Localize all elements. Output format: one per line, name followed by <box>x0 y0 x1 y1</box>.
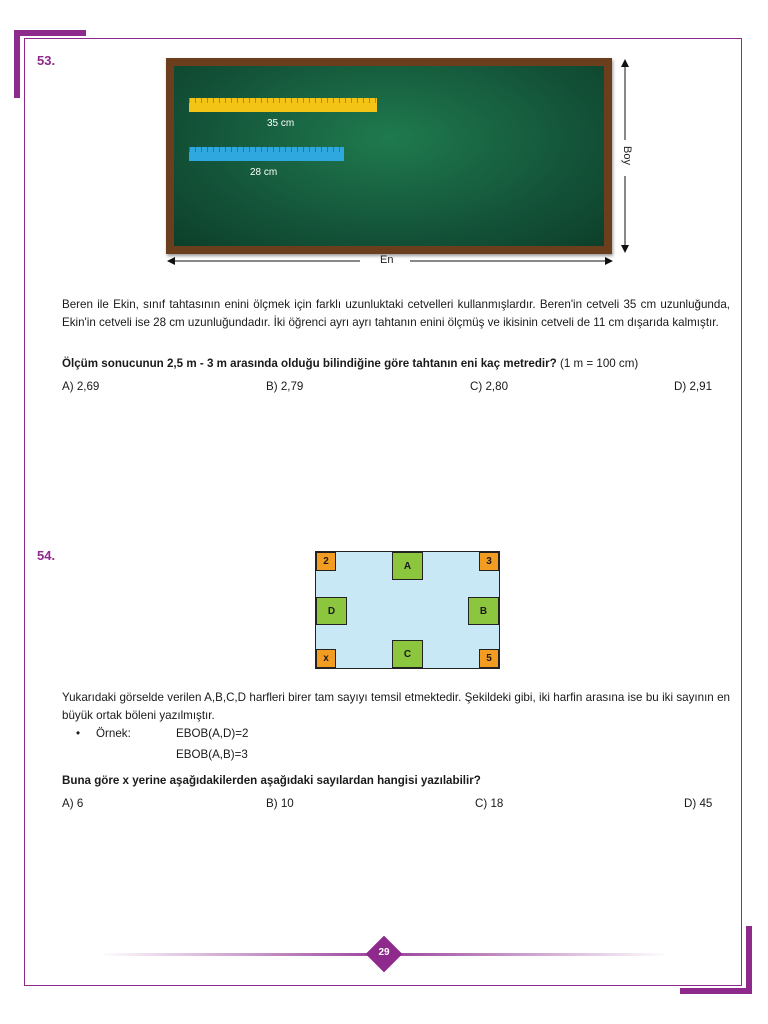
cell-bottom-right: 5 <box>479 649 499 668</box>
q53-option-b[interactable]: B) 2,79 <box>266 380 304 393</box>
gcd-figure <box>315 551 500 669</box>
cell-top-right: 3 <box>479 552 499 571</box>
question-53-text: Beren ile Ekin, sınıf tahtasının enini ölçmek için farklı uzunluktaki cetvelleri kullanmışlardır. Beren'in cetveli 35 cm uzunluğunda, Ekin'in cetveli ise 28 cm uzunluğundadır. İki öğrenci ayrı ayrı tahtanın enini ölçmüş ve ikisinin cetveli de 11 cm dışarıda kalmıştır. <box>62 298 730 329</box>
height-label: Boy <box>621 146 633 165</box>
footer-line-left <box>100 953 370 956</box>
q53-option-a[interactable]: A) 2,69 <box>62 380 100 393</box>
question-53-number: 53. <box>37 53 56 68</box>
example-label: Örnek: <box>96 727 131 740</box>
question-53-prompt-bold: Ölçüm sonucunun 2,5 m - 3 m arasında olduğu bilindiğine göre tahtanın eni kaç metredir? <box>62 357 557 370</box>
question-54-number: 54. <box>37 548 56 563</box>
example-line-1: EBOB(A,D)=2 <box>176 727 249 740</box>
corner-accent-right <box>746 926 752 994</box>
cell-bottom-left: x <box>316 649 336 668</box>
question-53-prompt-note: (1 m = 100 cm) <box>556 357 639 370</box>
yellow-ruler-label: 35 cm <box>267 118 295 129</box>
question-54-prompt: Buna göre x yerine aşağıdakilerden aşağıdaki sayılardan hangisi yazılabilir? <box>62 774 481 787</box>
corner-accent-bottom <box>680 988 752 994</box>
cell-top-a: A <box>392 552 423 580</box>
question-53-prompt <box>62 355 730 373</box>
footer-line-right <box>398 953 668 956</box>
example-line-2: EBOB(A,B)=3 <box>176 748 248 761</box>
example-bullet: • <box>76 727 81 740</box>
q54-option-d[interactable]: D) 45 <box>684 797 713 810</box>
page-number: 29 <box>378 947 390 958</box>
blue-ruler-label: 28 cm <box>250 167 278 178</box>
q54-option-a[interactable]: A) 6 <box>62 797 84 810</box>
q54-option-b[interactable]: B) 10 <box>266 797 294 810</box>
cell-left-d: D <box>316 597 347 625</box>
question-54-text: Yukarıdaki görselde verilen A,B,C,D harfleri birer tam sayıyı temsil etmektedir. Şekildeki gibi, iki harfin arasına ise bu iki sayının en büyük ortak böleni yazılmıştır. <box>62 691 730 722</box>
q53-option-d[interactable]: D) 2,91 <box>674 380 713 393</box>
q53-option-c[interactable]: C) 2,80 <box>470 380 509 393</box>
cell-bottom-c: C <box>392 640 423 668</box>
width-label: En <box>380 254 394 266</box>
q54-option-c[interactable]: C) 18 <box>475 797 504 810</box>
cell-right-b: B <box>468 597 499 625</box>
cell-top-left: 2 <box>316 552 336 571</box>
